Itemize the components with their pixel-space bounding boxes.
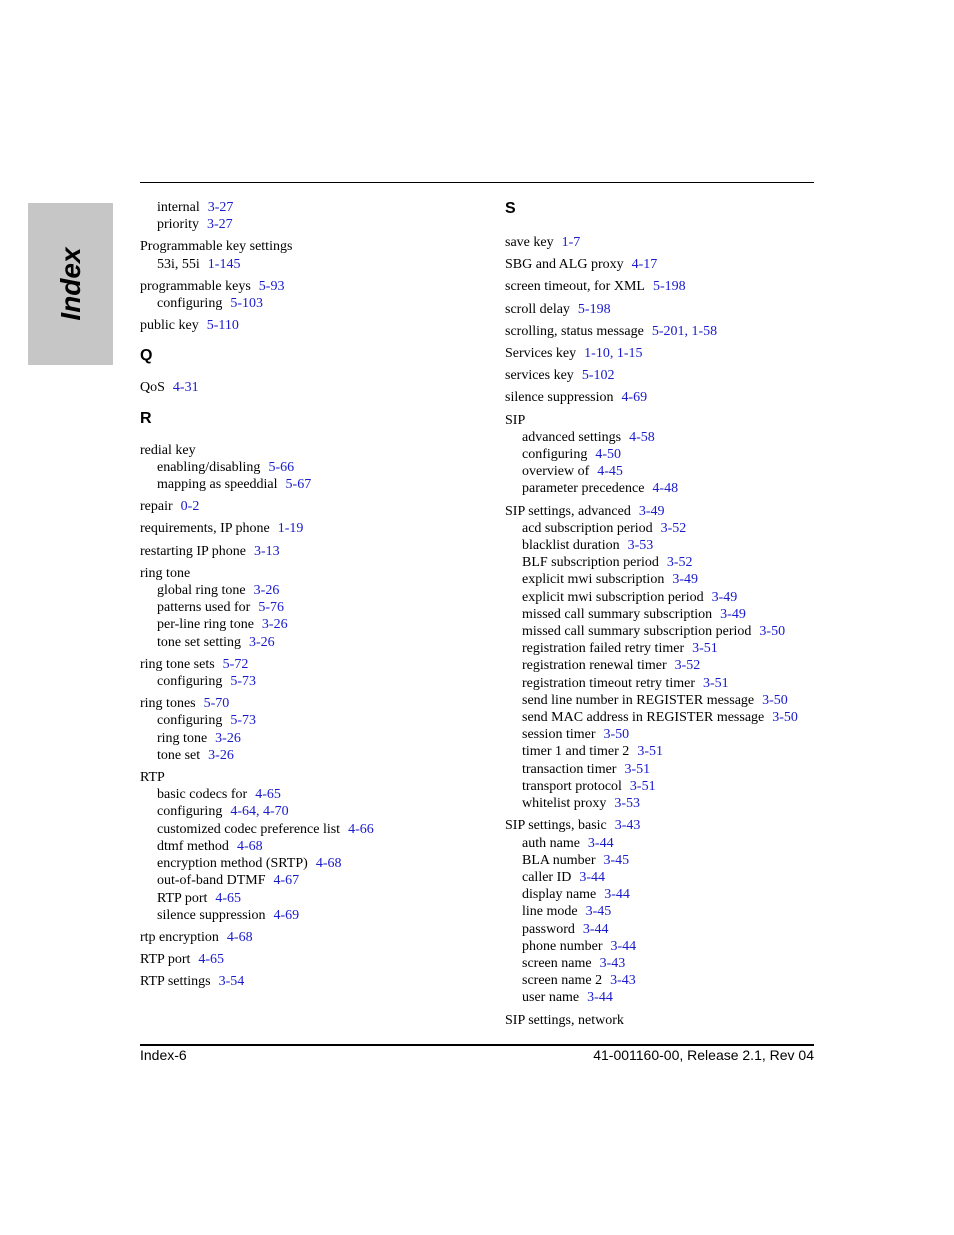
term-text: acd subscription period: [522, 520, 653, 536]
page-reference-link[interactable]: 4-50: [595, 447, 621, 463]
index-subentry: [505, 938, 814, 955]
term-text: dtmf method: [157, 838, 229, 854]
page-reference-link[interactable]: 4-64, 4-70: [230, 804, 289, 820]
page-reference-link[interactable]: 5-93: [258, 278, 285, 294]
term-text: missed call summary subscription period: [522, 624, 752, 640]
term-text: tone set setting: [157, 634, 241, 650]
page-reference-link[interactable]: 5-72: [222, 656, 249, 672]
index-subentry: [140, 673, 480, 690]
term-text: configuring: [157, 296, 223, 312]
term-text: internal: [157, 200, 200, 215]
index-entry: [505, 278, 814, 295]
index-subentry: [505, 989, 814, 1006]
index-subentry: [140, 747, 480, 764]
index-subentry: [505, 463, 814, 480]
index-subentry: [505, 675, 814, 692]
index-term: [140, 238, 480, 255]
index-subentry: [140, 803, 480, 820]
index-entry: [140, 520, 480, 537]
term-text: ring tone: [140, 565, 191, 581]
index-column-left: [140, 199, 480, 996]
section-letter-s: S: [505, 200, 516, 217]
term-text: ring tone: [157, 730, 208, 746]
index-entry: [505, 412, 814, 498]
page-reference-link[interactable]: 5-201, 1-58: [651, 323, 718, 339]
index-term: [505, 1012, 814, 1029]
term-text: SBG and ALG proxy: [505, 257, 624, 273]
term-text: per-line ring tone: [157, 617, 254, 633]
index-entry: [140, 565, 480, 651]
index-entry: [140, 199, 480, 233]
index-entry: [140, 543, 480, 560]
term-text: registration renewal timer: [522, 658, 667, 674]
term-text: mapping as speeddial: [157, 477, 278, 493]
page-reference-link[interactable]: 5-198: [577, 301, 611, 317]
page-reference-link[interactable]: 3-50: [759, 624, 786, 640]
term-text: configuring: [157, 674, 223, 690]
index-entry: [140, 379, 480, 396]
term-text: QoS: [140, 380, 165, 396]
term-text: SIP settings, advanced: [505, 503, 631, 519]
index-subentry: [505, 589, 814, 606]
index-subentry: [140, 890, 480, 907]
page-reference-link[interactable]: 3-44: [587, 990, 613, 1006]
term-text: SIP settings, basic: [505, 818, 607, 834]
term-text: BLF subscription period: [522, 555, 659, 571]
page-reference-link[interactable]: 3-44: [582, 921, 609, 937]
page-reference-link[interactable]: 3-26: [208, 747, 234, 763]
page-reference-link[interactable]: 5-66: [268, 459, 295, 475]
index-term: [140, 498, 480, 515]
index-subentry: [140, 786, 480, 803]
page-reference-link[interactable]: 3-27: [207, 217, 233, 233]
index-entry: [140, 317, 480, 334]
index-subentry: [140, 199, 480, 216]
page-reference-link[interactable]: 4-45: [597, 464, 623, 480]
index-term: [140, 695, 480, 712]
section-letter-q: Q: [140, 347, 153, 365]
index-term: [505, 412, 814, 429]
index-entry: [505, 817, 814, 1006]
index-entry: [505, 256, 814, 273]
index-entry: [140, 929, 480, 946]
index-subentry: [140, 907, 480, 924]
term-text: transaction timer: [522, 761, 617, 777]
index-term: [505, 817, 814, 834]
index-subentry: [140, 459, 480, 476]
index-subentry: [505, 903, 814, 920]
term-text: encryption method (SRTP): [157, 856, 308, 872]
page-reference-link[interactable]: 0-2: [180, 499, 200, 515]
term-text: global ring tone: [157, 583, 246, 599]
page-reference-link[interactable]: 3-49: [638, 503, 665, 519]
index-column-right: [505, 199, 814, 1034]
term-text: requirements, IP phone: [140, 521, 270, 537]
index-entry: [505, 323, 814, 340]
index-subentry: [140, 712, 480, 729]
page-reference-link[interactable]: 5-73: [230, 674, 256, 690]
index-subentry: [140, 855, 480, 872]
index-term: [505, 367, 814, 384]
index-entry: [140, 951, 480, 968]
term-text: rtp encryption: [140, 929, 219, 945]
page-reference-link[interactable]: 5-102: [581, 368, 615, 384]
term-text: session timer: [522, 727, 596, 743]
page-reference-link[interactable]: 3-44: [610, 938, 637, 954]
index-subentry: [505, 480, 814, 497]
index-term: [140, 379, 480, 396]
page-reference-link[interactable]: 3-26: [253, 583, 280, 599]
page-reference-link[interactable]: 4-69: [273, 907, 300, 923]
term-text: 53i, 55i: [157, 256, 200, 272]
term-text: configuring: [522, 447, 588, 463]
page-reference-link[interactable]: 4-17: [631, 257, 658, 273]
page-reference-link[interactable]: 4-68: [315, 856, 342, 872]
term-text: configuring: [157, 804, 223, 820]
index-subentry: [505, 869, 814, 886]
index-term: [140, 656, 480, 673]
index-subentry: [505, 520, 814, 537]
page-reference-link[interactable]: 3-26: [215, 730, 241, 746]
term-text: registration failed retry timer: [522, 641, 685, 657]
page-reference-link[interactable]: 4-31: [172, 380, 199, 396]
term-text: tone set: [157, 747, 201, 763]
term-text: RTP port: [140, 952, 191, 968]
term-text: SIP settings, network: [505, 1012, 624, 1028]
page-reference-link[interactable]: 5-198: [652, 279, 686, 295]
term-text: missed call summary subscription: [522, 606, 713, 622]
term-text: RTP: [140, 770, 165, 786]
page-reference-link[interactable]: 3-49: [672, 572, 698, 588]
index-subentry: [505, 709, 814, 726]
term-text: parameter precedence: [522, 481, 645, 497]
term-text: redial key: [140, 442, 196, 458]
index-subentry: [140, 256, 480, 273]
term-text: ring tone sets: [140, 656, 215, 672]
term-text: explicit mwi subscription: [522, 572, 665, 588]
page-reference-link[interactable]: 4-65: [215, 890, 242, 906]
index-subentry: [505, 835, 814, 852]
index-subentry: [140, 582, 480, 599]
term-text: timer 1 and timer 2: [522, 744, 630, 760]
page-reference-link[interactable]: 3-43: [610, 973, 636, 989]
page-reference-link[interactable]: 5-103: [230, 296, 263, 312]
index-subentry: [505, 726, 814, 743]
index-subentry: [140, 634, 480, 651]
page-reference-link[interactable]: 3-27: [207, 200, 234, 215]
index-subentry: [505, 571, 814, 588]
index-entry: [140, 973, 480, 990]
term-text: programmable keys: [140, 278, 251, 294]
page-reference-link[interactable]: 4-65: [198, 952, 225, 968]
page-reference-link[interactable]: 1-7: [561, 235, 581, 250]
page-reference-link[interactable]: 3-50: [762, 692, 788, 708]
page-reference-link[interactable]: 3-44: [604, 887, 630, 903]
index-term: [140, 951, 480, 968]
index-subentry: [140, 872, 480, 889]
page-reference-link[interactable]: 3-52: [674, 658, 701, 674]
index-subentry: [505, 955, 814, 972]
index-entry: [140, 238, 480, 272]
index-subentry: [140, 821, 480, 838]
term-text: screen timeout, for XML: [505, 279, 645, 295]
term-text: restarting IP phone: [140, 543, 247, 559]
page-reference-link[interactable]: 3-52: [666, 555, 693, 571]
page-reference-link[interactable]: 3-51: [629, 778, 656, 794]
page-reference-link[interactable]: 4-69: [621, 390, 648, 406]
index-entry: [505, 503, 814, 813]
index-entry: [140, 498, 480, 515]
index-term: [505, 345, 814, 362]
term-text: public key: [140, 318, 199, 334]
term-text: basic codecs for: [157, 787, 248, 803]
index-entry: [140, 695, 480, 764]
term-text: explicit mwi subscription period: [522, 589, 704, 605]
index-subentry: [505, 972, 814, 989]
term-text: display name: [522, 887, 597, 903]
page-reference-link[interactable]: 5-73: [230, 713, 256, 729]
page-reference-link[interactable]: 3-50: [603, 727, 630, 743]
index-subentry: [140, 295, 480, 312]
page-reference-link[interactable]: 4-67: [273, 873, 300, 889]
page-reference-link[interactable]: 4-58: [629, 429, 655, 445]
term-text: scroll delay: [505, 301, 570, 317]
section-letter-r: R: [140, 409, 152, 427]
page-reference-link[interactable]: 3-44: [587, 835, 614, 851]
page-reference-link[interactable]: 3-50: [772, 710, 798, 726]
index-subentry: [140, 730, 480, 747]
term-text: registration timeout retry timer: [522, 675, 696, 691]
index-term: [505, 301, 814, 318]
index-term: [140, 769, 480, 786]
index-term: [505, 256, 814, 273]
term-text: scrolling, status message: [505, 323, 644, 339]
page-reference-link[interactable]: 4-65: [255, 787, 281, 803]
page-reference-link[interactable]: 4-48: [652, 481, 679, 497]
term-text: screen name: [522, 955, 592, 971]
page-reference-link[interactable]: 3-44: [579, 869, 606, 885]
term-text: whitelist proxy: [522, 796, 607, 812]
index-term: [140, 973, 480, 990]
page-reference-link[interactable]: 3-51: [637, 744, 663, 760]
page-reference-link[interactable]: 3-51: [692, 641, 718, 657]
index-subentry: [140, 216, 480, 233]
index-side-tab: [28, 203, 113, 365]
term-text: auth name: [522, 835, 580, 851]
index-entry: [140, 769, 480, 924]
term-text: ring tones: [140, 696, 196, 712]
term-text: user name: [522, 990, 580, 1006]
index-subentry: [140, 599, 480, 616]
index-term: [505, 389, 814, 406]
term-text: repair: [140, 499, 173, 515]
term-text: configuring: [157, 713, 223, 729]
index-subentry: [140, 616, 480, 633]
page-reference-link[interactable]: 3-49: [720, 606, 746, 622]
page-reference-link[interactable]: 4-66: [348, 821, 374, 837]
term-text: BLA number: [522, 852, 596, 868]
page-reference-link[interactable]: 1-19: [277, 521, 304, 537]
index-term: [140, 442, 480, 459]
page-reference-link[interactable]: 5-110: [206, 318, 239, 334]
index-subentry: [505, 446, 814, 463]
index-entry: [140, 278, 480, 312]
page-reference-link[interactable]: 5-76: [258, 600, 284, 616]
index-term: [505, 323, 814, 340]
index-subentry: [505, 743, 814, 760]
term-text: priority: [157, 217, 199, 233]
page-reference-link[interactable]: 3-26: [261, 617, 288, 633]
term-text: enabling/disabling: [157, 459, 261, 475]
page-reference-link[interactable]: 3-51: [624, 761, 651, 777]
index-term: [140, 543, 480, 560]
index-entry: [505, 389, 814, 406]
index-term: [140, 565, 480, 582]
page-reference-link[interactable]: 4-68: [236, 838, 263, 854]
index-entry: [505, 301, 814, 318]
term-text: phone number: [522, 938, 603, 954]
term-text: overview of: [522, 464, 590, 480]
term-text: advanced settings: [522, 429, 622, 445]
index-subentry: [505, 852, 814, 869]
page-reference-link[interactable]: 4-68: [226, 929, 253, 945]
index-term: [140, 278, 480, 295]
page-reference-link[interactable]: 3-43: [599, 955, 626, 971]
term-text: SIP: [505, 412, 526, 428]
index-entry: [140, 442, 480, 494]
term-text: password: [522, 921, 575, 937]
term-text: transport protocol: [522, 778, 622, 794]
index-entry: [505, 234, 814, 251]
index-subentry: [505, 692, 814, 709]
page-reference-link[interactable]: 3-53: [627, 538, 654, 554]
page-reference-link[interactable]: 3-26: [249, 634, 275, 650]
side-tab-label: Index: [54, 247, 86, 321]
page-reference-link[interactable]: 3-45: [603, 852, 630, 868]
page-reference-link[interactable]: 1-10, 1-15: [584, 346, 643, 362]
index-subentry: [140, 838, 480, 855]
index-subentry: [505, 623, 814, 640]
index-subentry: [505, 640, 814, 657]
term-text: send MAC address in REGISTER message: [522, 710, 765, 726]
index-subentry: [505, 554, 814, 571]
term-text: caller ID: [522, 869, 572, 885]
index-subentry: [505, 537, 814, 554]
index-subentry: [505, 795, 814, 812]
index-entry: [505, 1012, 814, 1029]
term-text: silence suppression: [505, 390, 614, 406]
term-text: out-of-band DTMF: [157, 873, 266, 889]
footer-page-number: Index-6: [140, 1047, 187, 1063]
index-term: [140, 317, 480, 334]
term-text: line mode: [522, 904, 578, 920]
page-reference-link[interactable]: 3-13: [254, 543, 280, 559]
term-text: blacklist duration: [522, 538, 620, 554]
term-text: save key: [505, 235, 554, 250]
page-reference-link[interactable]: 5-67: [285, 477, 312, 493]
term-text: patterns used for: [157, 600, 251, 616]
term-text: silence suppression: [157, 907, 266, 923]
page-reference-link[interactable]: 3-51: [703, 675, 729, 691]
index-subentry: [505, 429, 814, 446]
index-subentry: [505, 761, 814, 778]
footer-document-id: 41-001160-00, Release 2.1, Rev 04: [593, 1047, 814, 1063]
index-term: [140, 520, 480, 537]
page-reference-link[interactable]: 3-54: [218, 974, 245, 990]
index-entry: [505, 367, 814, 384]
page-reference-link[interactable]: 3-49: [711, 589, 738, 605]
page-reference-link[interactable]: 5-70: [203, 696, 230, 712]
page-reference-link[interactable]: 3-45: [585, 904, 612, 920]
page-reference-link[interactable]: 3-43: [614, 818, 641, 834]
index-entry: [140, 656, 480, 690]
index-subentry: [505, 886, 814, 903]
index-subentry: [505, 606, 814, 623]
term-text: RTP settings: [140, 974, 211, 990]
index-subentry: [505, 921, 814, 938]
term-text: send line number in REGISTER message: [522, 692, 755, 708]
index-entry: [505, 345, 814, 362]
term-text: customized codec preference list: [157, 821, 341, 837]
term-text: screen name 2: [522, 973, 603, 989]
term-text: RTP port: [157, 890, 208, 906]
index-term: [505, 278, 814, 295]
term-text: Programmable key settings: [140, 239, 293, 255]
index-term: [140, 929, 480, 946]
index-subentry: [140, 476, 480, 493]
index-subentry: [505, 657, 814, 674]
bottom-rule: [140, 1044, 814, 1046]
index-subentry: [505, 778, 814, 795]
page-reference-link[interactable]: 1-145: [207, 256, 241, 272]
top-rule: [140, 182, 814, 183]
index-term: [505, 234, 814, 251]
term-text: Services key: [505, 346, 577, 362]
page-reference-link[interactable]: 3-53: [614, 796, 641, 812]
index-term: [505, 503, 814, 520]
page-reference-link[interactable]: 3-52: [660, 520, 687, 536]
term-text: services key: [505, 368, 574, 384]
